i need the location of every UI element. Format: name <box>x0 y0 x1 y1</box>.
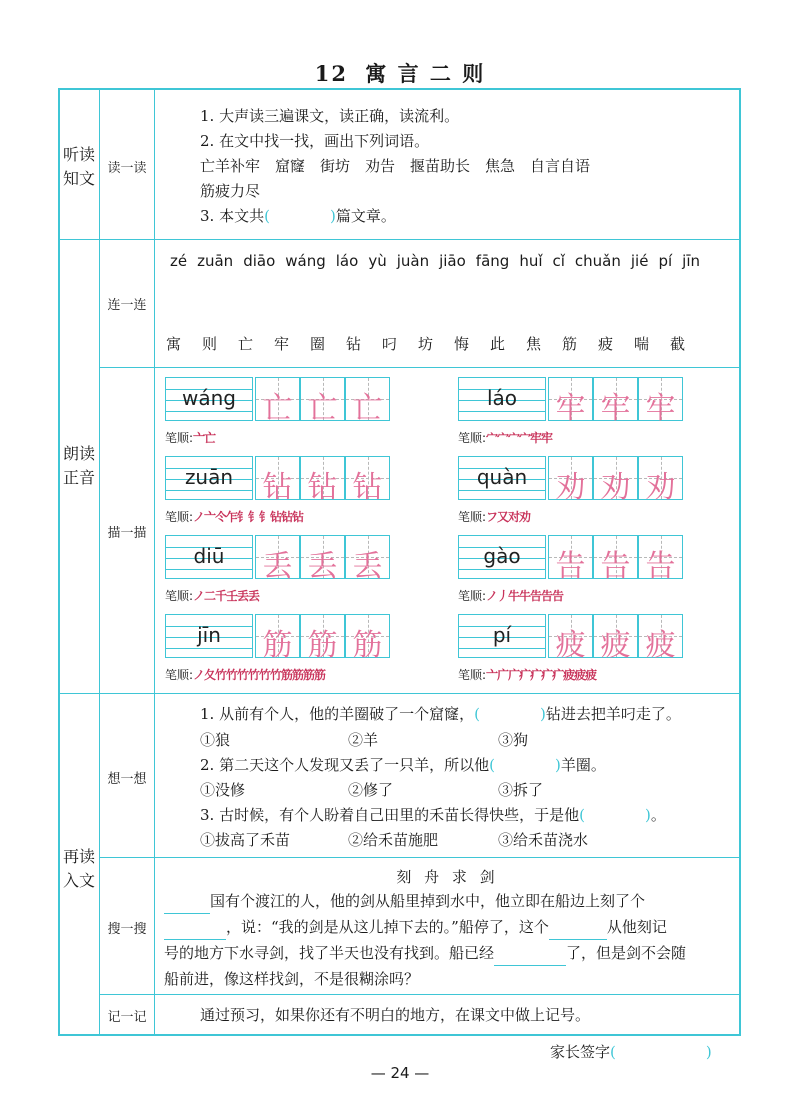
question-2-text: 2. 第二天这个人发现又丢了一只羊，所以他 <box>200 756 490 774</box>
character-item[interactable]: 坊 <box>418 335 434 353</box>
pinyin-item[interactable]: chuǎn <box>574 252 621 270</box>
pinyin-text: gào <box>483 544 521 568</box>
trace-box <box>458 377 683 426</box>
trace-character: 告 <box>555 549 586 584</box>
stroke-order <box>165 429 215 446</box>
trace-character: 钻 <box>262 470 293 505</box>
trace-character: 丢 <box>352 549 383 584</box>
tian-grid-cell[interactable] <box>300 456 345 505</box>
stroke-sequence: フ又对劝 <box>486 510 531 524</box>
stroke-order-label: 笔顺: <box>165 589 194 603</box>
trace-character: 劝 <box>555 470 586 505</box>
trace-character: 疲 <box>600 628 631 663</box>
tian-grid-cell[interactable] <box>638 535 683 584</box>
stroke-order-label: 笔顺: <box>165 668 194 682</box>
word-list: 亡羊补牢 窟窿 街坊 劝告 揠苗助长 焦急 自言自语 <box>200 157 591 175</box>
stroke-sequence: ノ亠仒乍钅钅钅钻钻钻 <box>193 510 304 524</box>
option-q1-c[interactable]: ③狗 <box>498 731 529 749</box>
stroke-order-label: 笔顺: <box>458 510 487 524</box>
pinyin-item[interactable]: jié <box>630 252 649 270</box>
tian-grid-cell[interactable] <box>548 456 593 505</box>
pinyin-box <box>458 456 546 500</box>
label-souyisou: 搜一搜 <box>107 922 147 937</box>
option-q1-b[interactable]: ②羊 <box>348 731 379 749</box>
story-text: ，说：“我的剑是从这儿掉下去的。”船停了，这个 <box>226 918 549 936</box>
pinyin-text: quàn <box>476 465 528 489</box>
instruction-3-tail: 篇文章。 <box>335 207 396 225</box>
character-item[interactable]: 悔 <box>454 335 470 353</box>
tian-grid-cell[interactable] <box>255 614 300 663</box>
pinyin-text: pí <box>492 623 512 647</box>
tian-grid-cell[interactable] <box>255 535 300 584</box>
stroke-order <box>165 587 259 604</box>
stroke-sequence: ノ丿牛牛告告告 <box>486 589 564 603</box>
section-label-reread: 再读 入文 <box>62 847 95 890</box>
stroke-order <box>458 429 552 446</box>
character-item[interactable]: 喘 <box>634 335 650 353</box>
signature-field[interactable]: ( ) <box>610 1043 712 1061</box>
question-1-tail: 钻进去把羊叼走了。 <box>545 705 681 723</box>
divider <box>99 994 741 995</box>
story-title: 刻 舟 求 剑 <box>396 868 499 886</box>
stroke-order <box>458 587 563 604</box>
note-text: 通过预习，如果你还有不明白的地方，在课文中做上记号。 <box>200 1006 591 1024</box>
trace-box <box>165 614 390 663</box>
stroke-sequence: ノ夂竹竹竹竹竹竹筋筋筋筋 <box>193 668 326 682</box>
lesson-title: 寓 言 二 则 <box>365 61 486 86</box>
option-q2-c[interactable]: ③拆了 <box>498 781 544 799</box>
character-item[interactable]: 叼 <box>382 335 398 353</box>
tian-grid-cell[interactable] <box>593 456 638 505</box>
page-number: — 24 — <box>370 1064 430 1082</box>
trace-character: 筋 <box>307 628 338 663</box>
question-1-text: 1. 从前有个人，他的羊圈破了一个窟窿， <box>200 705 475 723</box>
pinyin-item[interactable]: diāo <box>243 252 276 270</box>
stroke-order-label: 笔顺: <box>165 510 194 524</box>
character-item[interactable]: 亡 <box>238 335 254 353</box>
trace-character: 钻 <box>352 470 383 505</box>
story-text: 从他刻记 <box>606 918 667 936</box>
stroke-order-label: 笔顺: <box>458 589 487 603</box>
stroke-order-label: 笔顺: <box>458 431 487 445</box>
answer-blank[interactable]: ( ) <box>264 207 336 225</box>
label-xiangyixiang: 想一想 <box>107 772 147 787</box>
trace-character: 疲 <box>555 628 586 663</box>
stroke-order <box>165 666 325 683</box>
pinyin-box <box>458 614 546 658</box>
trace-box <box>458 535 683 584</box>
pinyin-row <box>170 252 710 270</box>
trace-character: 筋 <box>352 628 383 663</box>
trace-character: 告 <box>645 549 676 584</box>
option-q3-b[interactable]: ②给禾苗施肥 <box>348 831 439 849</box>
page-title <box>0 58 800 88</box>
tian-grid-cell[interactable] <box>638 456 683 505</box>
trace-box <box>165 456 390 505</box>
pinyin-text: diū <box>193 544 225 568</box>
word-list-2: 筋疲力尽 <box>200 182 261 200</box>
tian-grid-cell[interactable] <box>345 377 390 426</box>
section-label-listen: 听读 知文 <box>62 145 95 188</box>
trace-character: 牢 <box>600 391 631 426</box>
trace-character: 告 <box>600 549 631 584</box>
pinyin-item[interactable]: zé <box>170 252 188 270</box>
stroke-order <box>458 666 596 683</box>
section-label-read-aloud: 朗读 正音 <box>62 444 95 487</box>
question-3-text: 3. 古时候，有个人盼着自己田里的禾苗长得快些，于是他 <box>200 806 580 824</box>
trace-box <box>165 377 390 426</box>
question-3-tail: 。 <box>650 806 666 824</box>
trace-character: 丢 <box>307 549 338 584</box>
pinyin-item[interactable]: jīn <box>682 252 701 270</box>
divider <box>59 239 741 240</box>
tian-grid-cell[interactable] <box>638 614 683 663</box>
pinyin-box <box>165 614 253 658</box>
label-duyidu: 读一读 <box>107 161 147 176</box>
stroke-order <box>458 508 530 525</box>
pinyin-text: wáng <box>182 386 236 410</box>
character-item[interactable]: 牢 <box>274 335 290 353</box>
trace-box <box>458 456 683 505</box>
parent-signature-label: 家长签字 <box>550 1043 611 1061</box>
tian-grid-cell[interactable] <box>593 535 638 584</box>
trace-box <box>458 614 683 663</box>
answer-blank[interactable]: ( ) <box>474 705 546 723</box>
tian-grid-cell[interactable] <box>593 614 638 663</box>
divider <box>154 89 155 1035</box>
option-q3-c[interactable]: ③给禾苗浇水 <box>498 831 589 849</box>
tian-grid-cell[interactable] <box>345 535 390 584</box>
trace-character: 亡 <box>352 391 383 426</box>
character-item[interactable]: 此 <box>490 335 506 353</box>
stroke-order-label: 笔顺: <box>458 668 487 682</box>
label-jiyiji: 记一记 <box>107 1010 147 1025</box>
tian-grid-cell[interactable] <box>300 535 345 584</box>
question-2 <box>200 755 606 775</box>
stroke-sequence: 宀宀宀宀牢牢 <box>486 431 553 445</box>
tian-grid-cell[interactable] <box>638 377 683 426</box>
instruction-3-text: 3. 本文共 <box>200 207 265 225</box>
pinyin-box <box>165 456 253 500</box>
pinyin-item[interactable]: pí <box>658 252 673 270</box>
pinyin-box <box>458 535 546 579</box>
trace-character: 筋 <box>262 628 293 663</box>
character-item[interactable]: 疲 <box>598 335 614 353</box>
pinyin-item[interactable]: zuān <box>197 252 234 270</box>
divider <box>59 693 741 694</box>
parent-signature <box>550 1041 712 1062</box>
option-q1-a[interactable]: ①狼 <box>200 731 231 749</box>
tian-grid-cell[interactable] <box>255 377 300 426</box>
tian-grid-cell[interactable] <box>255 456 300 505</box>
pinyin-box <box>165 535 253 579</box>
stroke-order-label: 笔顺: <box>165 431 194 445</box>
tian-grid-cell[interactable] <box>345 614 390 663</box>
stroke-sequence: ノ二千壬丢丢 <box>193 589 260 603</box>
divider <box>99 857 741 858</box>
stroke-sequence: 亠亡 <box>193 431 216 445</box>
tian-grid-cell[interactable] <box>548 614 593 663</box>
pinyin-text: zuān <box>184 465 234 489</box>
tian-grid-cell[interactable] <box>300 614 345 663</box>
character-item[interactable]: 钻 <box>346 335 362 353</box>
pinyin-box <box>165 377 253 421</box>
trace-character: 钻 <box>307 470 338 505</box>
trace-character: 劝 <box>645 470 676 505</box>
trace-character: 疲 <box>645 628 676 663</box>
character-item[interactable]: 焦 <box>526 335 542 353</box>
question-3 <box>200 805 666 825</box>
pinyin-item[interactable]: huǐ <box>519 252 543 270</box>
trace-character: 劝 <box>600 470 631 505</box>
tian-grid-cell[interactable] <box>548 377 593 426</box>
story-line-1 <box>164 888 734 914</box>
tian-grid-cell[interactable] <box>548 535 593 584</box>
option-q3-a[interactable]: ①拔高了禾苗 <box>200 831 291 849</box>
trace-character: 牢 <box>555 391 586 426</box>
pinyin-item[interactable]: fāng <box>475 252 510 270</box>
option-q2-b[interactable]: ②修了 <box>348 781 394 799</box>
pinyin-item[interactable]: jiāo <box>439 252 466 270</box>
pinyin-item[interactable]: láo <box>335 252 359 270</box>
answer-blank[interactable]: ( ) <box>489 756 561 774</box>
question-1 <box>200 704 681 724</box>
character-item[interactable]: 寓 <box>166 335 182 353</box>
character-row <box>166 333 706 354</box>
story-text: 国有个渡江的人，他的剑从船里掉到水中，他立即在船边上刻了个 <box>210 892 646 910</box>
pinyin-text: láo <box>486 386 518 410</box>
story-line-3 <box>164 940 734 966</box>
pinyin-item[interactable]: juàn <box>396 252 430 270</box>
pinyin-item[interactable]: cǐ <box>552 252 565 270</box>
story-line-4: 船前进，像这样找剑，不是很糊涂吗？ <box>164 970 420 988</box>
stroke-sequence: 亠广广疒疒疒疒疲疲疲 <box>486 668 597 682</box>
pinyin-item[interactable]: yù <box>368 252 387 270</box>
story-text: 了，但是剑不会随 <box>566 944 687 962</box>
trace-box <box>165 535 390 584</box>
character-item[interactable]: 圈 <box>310 335 326 353</box>
trace-character: 丢 <box>262 549 293 584</box>
instruction-3 <box>200 206 396 226</box>
tian-grid-cell[interactable] <box>593 377 638 426</box>
story-text: 号的地方下水寻剑，找了半天也没有找到。船已经 <box>164 944 495 962</box>
character-item[interactable]: 截 <box>670 335 686 353</box>
pinyin-text: jīn <box>197 623 221 647</box>
divider <box>99 367 741 368</box>
lesson-number: 12 <box>314 61 348 86</box>
instruction-2: 2. 在文中找一找，画出下列词语。 <box>200 132 430 150</box>
label-miaoyimiao: 描一描 <box>107 526 147 541</box>
trace-character: 亡 <box>262 391 293 426</box>
trace-character: 亡 <box>307 391 338 426</box>
pinyin-box <box>458 377 546 421</box>
character-item[interactable]: 筋 <box>562 335 578 353</box>
story-line-2 <box>164 914 734 940</box>
pinyin-item[interactable]: wáng <box>285 252 326 270</box>
character-item[interactable]: 则 <box>202 335 218 353</box>
tian-grid-cell[interactable] <box>345 456 390 505</box>
answer-blank[interactable]: ( ) <box>579 806 651 824</box>
trace-character: 牢 <box>645 391 676 426</box>
instruction-1: 1. 大声读三遍课文，读正确，读流利。 <box>200 107 460 125</box>
stroke-order <box>165 508 303 525</box>
option-q2-a[interactable]: ①没修 <box>200 781 246 799</box>
divider <box>99 89 100 1035</box>
question-2-tail: 羊圈。 <box>560 756 606 774</box>
tian-grid-cell[interactable] <box>300 377 345 426</box>
label-lianyilian: 连一连 <box>107 298 147 313</box>
